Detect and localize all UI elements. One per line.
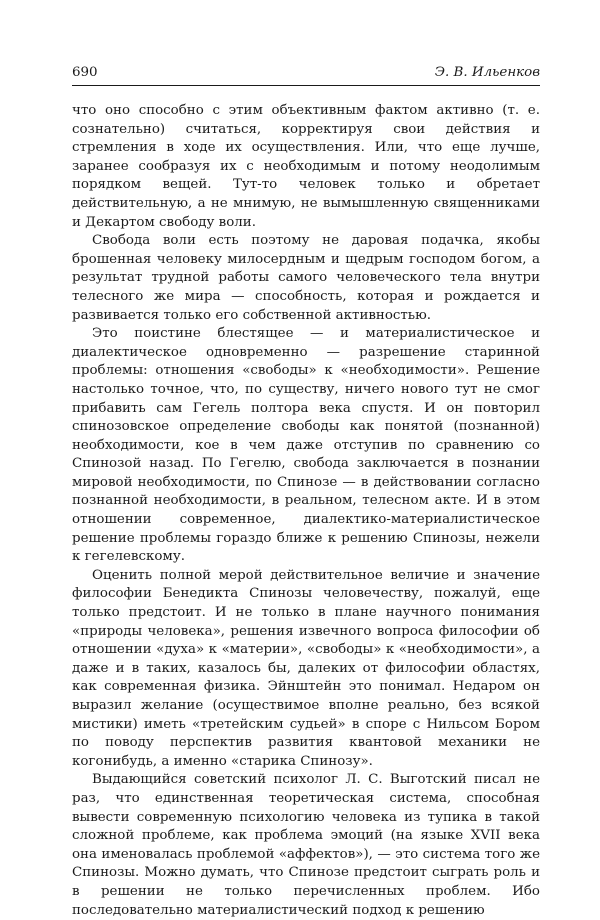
page-number: 690 xyxy=(72,65,98,80)
running-header xyxy=(72,64,540,86)
body-text xyxy=(72,102,540,920)
paragraph-free-will: Свобода воли есть поэтому не даровая подачка, якобы брошенная человеку милосердным и щедрым господом богом, а результат трудной работы самого человеческого тела внутри телесного же мира — способность, которая и рождается и развивается только его собственной активностью. xyxy=(72,233,540,323)
paragraph-continuation: что оно способно с этим объективным фактом активно (т. е. сознательно) считаться, корректируя свои действия и стремления в ходе их осуществления. Или, что еще лучше, заранее сообразуя их с необходимым и потому неодолимым порядком вещей. Тут-то человек только и обретает действительную, а не мнимую, не вымышленную священниками и Декартом свободу воли. xyxy=(72,103,540,230)
paragraph-spinoza-significance: Оценить полной мерой действительное величие и значение философии Бенедикта Спинозы человечеству, пожалуй, еще только предстоит. И не только в плане научного понимания «природы человека», решения извечного вопроса философии об отношении «духа» к «материи», «свободы» к «необходимости», а даже и в таких, казалось бы, далеких от философии областях, как современная физика. Эйнштейн это понимал. Недаром он выразил желание (осуществимое вполне реально, без всякой мистики) иметь «третейским судьей» в споре с Нильсом Бором по поводу перспектив развития квантовой механики не когонибудь, а именно «старика Спинозу». xyxy=(72,567,540,769)
running-author: Э. В. Ильенков xyxy=(434,65,540,80)
paragraph-freedom-necessity: Это поистине блестящее — и материалистическое и диалектическое одновременно — разрешение старинной проблемы: отношения «свободы» к «необходимости». Решение настолько точное, что, по существу, ничего нового тут не смог прибавить сам Гегель полтора века спустя. И он повторил спинозовское определение свободы как понятой (познанной) необходимости, кое в чем даже отступив по сравнению со Спинозой назад. По Гегелю, свобода заключается в познании мировой необходимости, по Спинозе — в действовании согласно познанной необходимости, в реальном, телесном акте. И в этом отношении современное, диалектико-материалистическое решение проблемы гораздо ближе к решению Спинозы, нежели к гегелевскому. xyxy=(72,326,540,565)
book-page xyxy=(72,64,540,920)
paragraph-vygotsky: Выдающийся советский психолог Л. С. Выготский писал не раз, что единственная теоретическая система, способная вывести современную психологию человека из тупика в такой сложной проблеме, как проблема эмоций (на языке XVII века она именовалась проблемой «аффектов»), — это система того же Спинозы. Можно думать, что Спинозе предстоит сыграть роль и в решении не только перечисленных проблем. Ибо последовательно материалистический подход к решению xyxy=(72,772,540,918)
